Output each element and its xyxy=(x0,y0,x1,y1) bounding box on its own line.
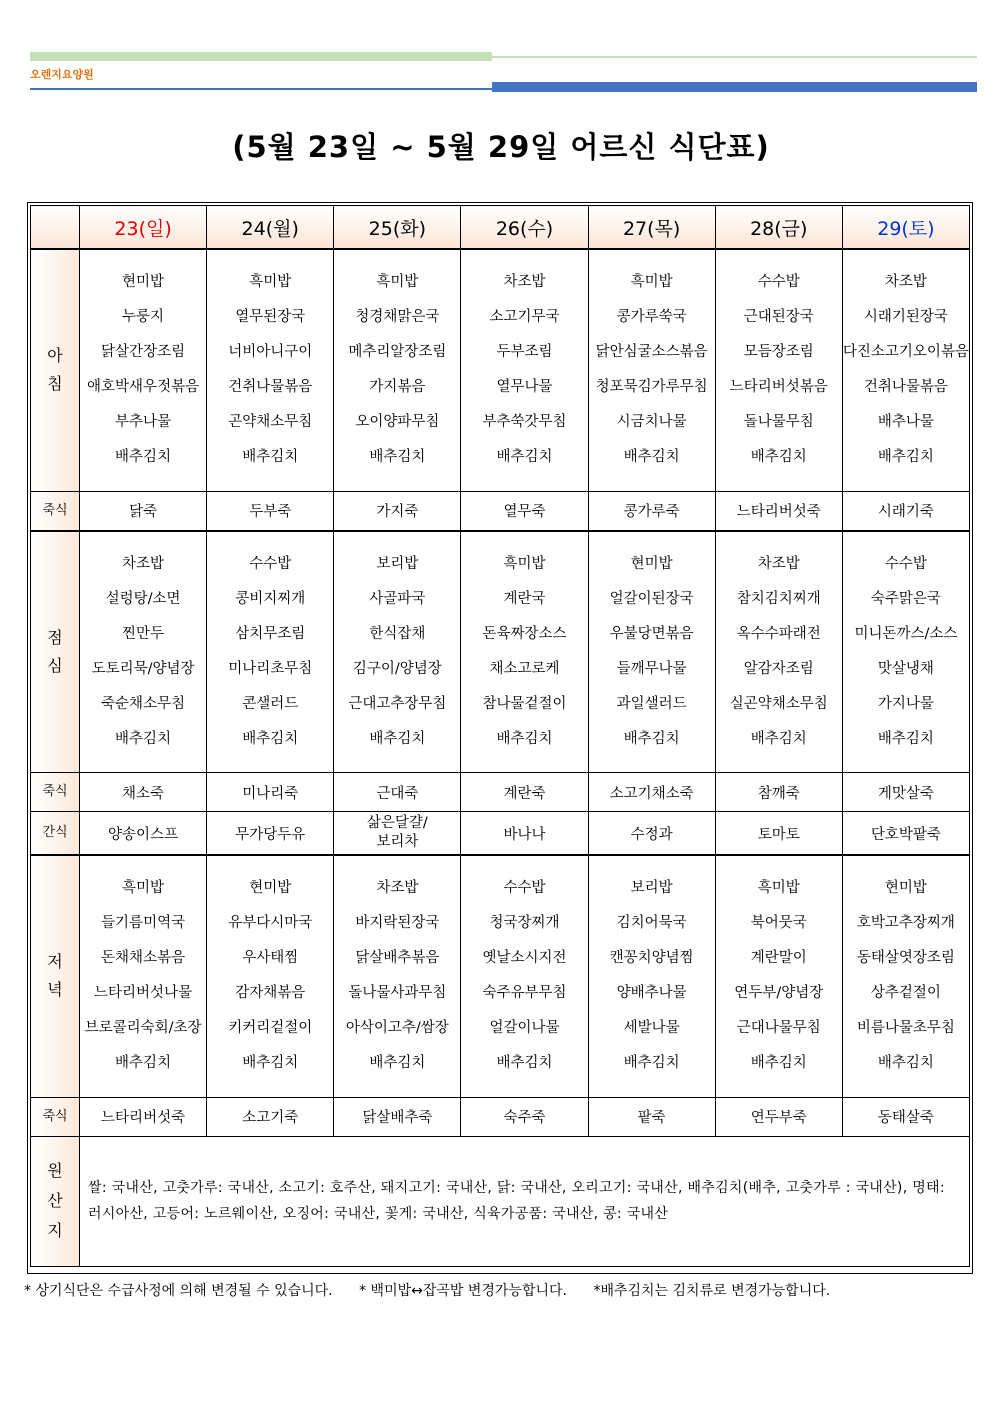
meal-cell xyxy=(80,531,207,773)
menu-item: 우사태찜 xyxy=(242,950,299,967)
menu-item: 상추겉절이 xyxy=(870,985,941,1002)
menu-item: 돌나물사과무침 xyxy=(348,985,447,1002)
menu-item: 배추김치 xyxy=(242,1055,299,1072)
menu-item: 채소고로케 xyxy=(489,660,560,677)
day-header-row xyxy=(31,206,970,250)
menu-item: 수수밥 xyxy=(757,274,800,291)
page-title: (5월 23일 ~ 5월 29일 어르신 식단표) xyxy=(232,130,770,164)
menu-item: 열무된장국 xyxy=(235,309,306,326)
menu-item: 보리밥 xyxy=(630,880,673,897)
header-blue-bar xyxy=(492,82,977,92)
meal-cell xyxy=(334,531,461,773)
meal-cell xyxy=(588,855,715,1097)
snack-cell: 수정과 xyxy=(588,812,715,856)
menu-item: 흑미밥 xyxy=(630,274,673,291)
menu-item: 현미밥 xyxy=(884,880,927,897)
menu-item: 사골파국 xyxy=(369,590,426,607)
menu-item: 배추나물 xyxy=(877,414,934,431)
menu-item: 배추김치 xyxy=(623,1055,680,1072)
menu-item: 근대나물무침 xyxy=(736,1020,821,1037)
menu-item: 배추김치 xyxy=(115,449,172,466)
menu-item: 청경채맑은국 xyxy=(355,309,440,326)
porridge-cell: 느타리버섯죽 xyxy=(715,491,842,531)
menu-item: 시래기된장국 xyxy=(863,309,948,326)
lunch-porridge-row xyxy=(31,773,970,812)
breakfast-label: 아 침 xyxy=(31,249,80,491)
menu-item: 돌나물무침 xyxy=(743,414,814,431)
menu-item: 배추김치 xyxy=(242,730,299,747)
menu-item: 돈육짜장소스 xyxy=(482,625,567,642)
lunch-label: 점 심 xyxy=(31,531,80,773)
menu-item: 키커리겉절이 xyxy=(228,1020,313,1037)
menu-item: 건취나물볶음 xyxy=(863,379,948,396)
menu-item: 흑미밥 xyxy=(376,274,419,291)
porridge-cell: 근대죽 xyxy=(334,773,461,812)
menu-item: 소고기무국 xyxy=(489,309,560,326)
menu-item: 배추김치 xyxy=(623,730,680,747)
menu-item: 김구이/양념장 xyxy=(352,660,442,677)
menu-item: 비름나물초무침 xyxy=(856,1020,955,1037)
menu-item: 한식잡채 xyxy=(369,625,426,642)
org-name: 오렌지요양원 xyxy=(30,68,94,81)
menu-item: 가지볶음 xyxy=(369,379,426,396)
breakfast-row xyxy=(31,249,970,491)
menu-item: 애호박새우젓볶음 xyxy=(87,379,200,396)
breakfast-porridge-row xyxy=(31,491,970,531)
menu-item: 죽순채소무침 xyxy=(101,695,186,712)
menu-item: 들깨무나물 xyxy=(616,660,687,677)
porridge-cell: 참깨죽 xyxy=(715,773,842,812)
menu-item: 배추김치 xyxy=(496,730,553,747)
menu-item: 배추김치 xyxy=(369,730,426,747)
header-green-line xyxy=(492,56,977,58)
menu-item: 배추김치 xyxy=(242,449,299,466)
menu-item: 부추나물 xyxy=(115,414,172,431)
day-header: 27(목) xyxy=(588,206,715,250)
menu-item: 근대된장국 xyxy=(743,309,814,326)
menu-item: 열무나물 xyxy=(496,379,553,396)
menu-item: 배추김치 xyxy=(877,730,934,747)
day-header: 23(일) xyxy=(80,206,207,250)
menu-item: 시금치나물 xyxy=(616,414,687,431)
menu-table xyxy=(30,205,970,1267)
menu-item: 모듬장조림 xyxy=(743,344,814,361)
porridge-cell: 연두부죽 xyxy=(715,1097,842,1136)
menu-item: 삼치무조림 xyxy=(235,625,306,642)
meal-cell xyxy=(842,249,969,491)
menu-item: 유부다시마국 xyxy=(228,915,313,932)
menu-item: 메추리알장조림 xyxy=(348,344,447,361)
menu-item: 차조밥 xyxy=(884,274,927,291)
menu-item: 청포묵김가루무침 xyxy=(595,379,708,396)
menu-item: 배추김치 xyxy=(877,449,934,466)
dinner-label: 저 녁 xyxy=(31,855,80,1097)
menu-item: 숙주유부무침 xyxy=(482,985,567,1002)
menu-item: 세발나물 xyxy=(623,1020,680,1037)
menu-item: 바지락된장국 xyxy=(355,915,440,932)
porridge-cell: 동태살죽 xyxy=(842,1097,969,1136)
porridge-label: 죽식 xyxy=(31,1097,80,1136)
menu-item: 닭살배추볶음 xyxy=(355,950,440,967)
porridge-cell: 소고기죽 xyxy=(207,1097,334,1136)
snack-cell: 토마토 xyxy=(715,812,842,856)
menu-item: 곤약채소무침 xyxy=(228,414,313,431)
menu-item: 차조밥 xyxy=(757,555,800,572)
origin-text: 쌀: 국내산, 고춧가루: 국내산, 소고기: 호주산, 돼지고기: 국내산, 닭: 국내산, 오리고기: 국내산, 배추김치(배추, 고춧가루 : 국내산), 명태: 러시아산, 고등어: 노르웨이산, 오징어: 국내산, 꽃게: 국내산, 식육가공품: 국내산, 콩: 국내산 xyxy=(80,1136,970,1266)
meal-cell xyxy=(334,855,461,1097)
origin-row xyxy=(31,1136,970,1266)
footnote: *배추김치는 김치류로 변경가능합니다. xyxy=(593,1283,831,1299)
day-header: 25(화) xyxy=(334,206,461,250)
menu-item: 흑미밥 xyxy=(122,880,165,897)
menu-item: 다진소고기오이볶음 xyxy=(842,344,969,361)
footnote: * 백미밥↔잡곡밥 변경가능합니다. xyxy=(359,1283,567,1299)
snack-cell: 바나나 xyxy=(461,812,588,856)
menu-item: 배추김치 xyxy=(750,730,807,747)
porridge-label: 죽식 xyxy=(31,491,80,531)
footnotes xyxy=(24,1280,852,1300)
meal-cell xyxy=(715,855,842,1097)
porridge-cell: 두부죽 xyxy=(207,491,334,531)
menu-item: 현미밥 xyxy=(122,274,165,291)
menu-item: 배추김치 xyxy=(115,730,172,747)
menu-item: 콩비지찌개 xyxy=(235,590,306,607)
menu-item: 배추김치 xyxy=(115,1055,172,1072)
menu-item: 수수밥 xyxy=(249,555,292,572)
dinner-row xyxy=(31,855,970,1097)
menu-table-frame xyxy=(27,202,973,1274)
menu-item: 청국장찌개 xyxy=(489,915,560,932)
porridge-cell: 시래기죽 xyxy=(842,491,969,531)
menu-item: 배추김치 xyxy=(369,449,426,466)
menu-item: 느타리버섯나물 xyxy=(94,985,193,1002)
menu-item: 배추김치 xyxy=(877,1055,934,1072)
day-header: 28(금) xyxy=(715,206,842,250)
menu-item: 배추김치 xyxy=(623,449,680,466)
menu-item: 콩가루쑥국 xyxy=(616,309,687,326)
menu-item: 감자채볶음 xyxy=(235,985,306,1002)
porridge-cell: 느타리버섯죽 xyxy=(80,1097,207,1136)
menu-item: 흑미밥 xyxy=(249,274,292,291)
meal-cell xyxy=(80,249,207,491)
menu-item: 닭살간장조림 xyxy=(101,344,186,361)
meal-cell xyxy=(715,249,842,491)
meal-cell xyxy=(588,531,715,773)
snack-cell: 양송이스프 xyxy=(80,812,207,856)
snack-cell: 삶은달걀/ 보리차 xyxy=(334,812,461,856)
menu-item: 차조밥 xyxy=(503,274,546,291)
menu-item: 흑미밥 xyxy=(757,880,800,897)
meal-cell xyxy=(461,531,588,773)
menu-item: 우불당면볶음 xyxy=(609,625,694,642)
menu-item: 건취나물볶음 xyxy=(228,379,313,396)
menu-item: 옛날소시지전 xyxy=(482,950,567,967)
menu-item: 배추김치 xyxy=(369,1055,426,1072)
menu-item: 배추김치 xyxy=(496,449,553,466)
porridge-cell: 닭살배추죽 xyxy=(334,1097,461,1136)
porridge-cell: 계란죽 xyxy=(461,773,588,812)
menu-item: 얼갈이된장국 xyxy=(609,590,694,607)
menu-item: 설렁탕/소면 xyxy=(105,590,181,607)
menu-item: 보리밥 xyxy=(376,555,419,572)
menu-item: 미니돈까스/소스 xyxy=(854,625,958,642)
header-green-bar xyxy=(30,52,492,61)
menu-item: 배추김치 xyxy=(750,449,807,466)
menu-item: 캔꽁치양념찜 xyxy=(609,950,694,967)
menu-item: 동태살엿장조림 xyxy=(856,950,955,967)
meal-cell xyxy=(207,531,334,773)
meal-cell xyxy=(207,855,334,1097)
porridge-cell: 닭죽 xyxy=(80,491,207,531)
menu-item: 과일샐러드 xyxy=(616,695,687,712)
meal-cell xyxy=(207,249,334,491)
menu-item: 부추쑥갓무침 xyxy=(482,414,567,431)
porridge-cell: 숙주죽 xyxy=(461,1097,588,1136)
snack-row xyxy=(31,812,970,856)
menu-item: 미나리초무침 xyxy=(228,660,313,677)
menu-item: 호박고추장찌개 xyxy=(856,915,955,932)
menu-item: 너비아니구이 xyxy=(228,344,313,361)
meal-cell xyxy=(588,249,715,491)
menu-item: 콘샐러드 xyxy=(242,695,299,712)
menu-item: 흑미밥 xyxy=(503,555,546,572)
header-blue-line xyxy=(30,88,492,90)
menu-item: 얼갈이나물 xyxy=(489,1020,560,1037)
dinner-porridge-row xyxy=(31,1097,970,1136)
menu-item: 누룽지 xyxy=(122,309,165,326)
menu-item: 옥수수파래전 xyxy=(736,625,821,642)
lunch-row xyxy=(31,531,970,773)
meal-cell xyxy=(842,855,969,1097)
menu-item: 실곤약채소무침 xyxy=(729,695,828,712)
menu-item: 계란국 xyxy=(503,590,546,607)
snack-cell: 단호박팥죽 xyxy=(842,812,969,856)
menu-item: 브로콜리숙회/초장 xyxy=(84,1020,202,1037)
snack-label: 간식 xyxy=(31,812,80,856)
day-header: 26(수) xyxy=(461,206,588,250)
menu-item: 차조밥 xyxy=(122,555,165,572)
menu-item: 숙주맑은국 xyxy=(870,590,941,607)
menu-item: 수수밥 xyxy=(503,880,546,897)
porridge-cell: 열무죽 xyxy=(461,491,588,531)
menu-item: 배추김치 xyxy=(750,1055,807,1072)
menu-item: 현미밥 xyxy=(249,880,292,897)
menu-item: 참나물겉절이 xyxy=(482,695,567,712)
menu-item: 연두부/양념장 xyxy=(734,985,824,1002)
menu-item: 도토리묵/양념장 xyxy=(91,660,195,677)
menu-item: 수수밥 xyxy=(884,555,927,572)
menu-item: 들기름미역국 xyxy=(101,915,186,932)
porridge-cell: 소고기채소죽 xyxy=(588,773,715,812)
menu-item: 배추김치 xyxy=(496,1055,553,1072)
porridge-cell: 가지죽 xyxy=(334,491,461,531)
porridge-cell: 게맛살죽 xyxy=(842,773,969,812)
porridge-cell: 팥죽 xyxy=(588,1097,715,1136)
menu-item: 맛살냉채 xyxy=(877,660,934,677)
menu-item: 현미밥 xyxy=(630,555,673,572)
menu-item: 참치김치찌개 xyxy=(736,590,821,607)
meal-cell xyxy=(715,531,842,773)
meal-cell xyxy=(461,249,588,491)
meal-cell xyxy=(80,855,207,1097)
menu-item: 느타리버섯볶음 xyxy=(729,379,828,396)
origin-label: 원 산 지 xyxy=(31,1136,80,1266)
menu-item: 가지나물 xyxy=(877,695,934,712)
day-header: 29(토) xyxy=(842,206,969,250)
porridge-cell: 미나리죽 xyxy=(207,773,334,812)
menu-item: 두부조림 xyxy=(496,344,553,361)
menu-item: 양배추나물 xyxy=(616,985,687,1002)
menu-item: 계란말이 xyxy=(750,950,807,967)
meal-cell xyxy=(461,855,588,1097)
menu-item: 돈채채소볶음 xyxy=(101,950,186,967)
porridge-label: 죽식 xyxy=(31,773,80,812)
menu-item: 찐만두 xyxy=(122,625,165,642)
menu-item: 알감자조림 xyxy=(743,660,814,677)
menu-item: 닭안심굴소스볶음 xyxy=(595,344,708,361)
porridge-cell: 채소죽 xyxy=(80,773,207,812)
meal-cell xyxy=(842,531,969,773)
menu-item: 오이양파무침 xyxy=(355,414,440,431)
menu-item: 북어뭇국 xyxy=(750,915,807,932)
day-header: 24(월) xyxy=(207,206,334,250)
corner-cell xyxy=(31,206,80,250)
menu-item: 아삭이고추/쌈장 xyxy=(345,1020,449,1037)
menu-item: 차조밥 xyxy=(376,880,419,897)
menu-item: 근대고추장무침 xyxy=(348,695,447,712)
meal-cell xyxy=(334,249,461,491)
footnote: * 상기식단은 수급사정에 의해 변경될 수 있습니다. xyxy=(24,1283,333,1299)
menu-item: 김치어묵국 xyxy=(616,915,687,932)
snack-cell: 무가당두유 xyxy=(207,812,334,856)
porridge-cell: 콩가루죽 xyxy=(588,491,715,531)
